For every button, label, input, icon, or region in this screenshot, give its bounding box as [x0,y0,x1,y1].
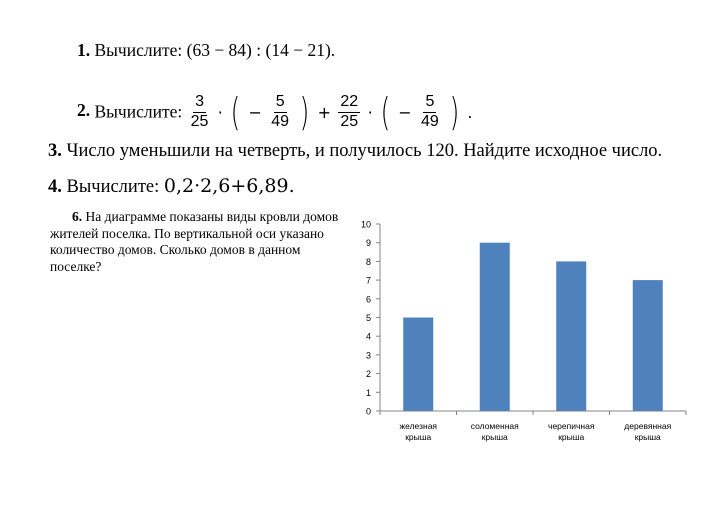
plus-sign: + [317,102,332,122]
fraction-4 [419,93,441,131]
multiply-dot: · [217,102,223,122]
bar [556,261,586,411]
y-tick-label: 8 [365,256,371,267]
x-tick-label: железная [399,421,438,431]
minus-sign: − [248,102,262,122]
task-2-number: 2. [77,100,91,121]
x-tick-label: соломенная [470,421,519,431]
fraction-2 [269,93,291,131]
fraction-3 [338,93,360,131]
task-4-number: 4. [48,177,62,197]
y-tick-label: 1 [365,387,371,398]
task-4-expression: 0,2·2,6+6,89 [163,175,289,197]
task-2 [77,90,474,134]
task-4-label: Вычислите: [66,177,160,197]
fraction-4-denominator: 49 [421,112,439,130]
left-paren: ( [380,90,391,134]
fraction-3-denominator: 25 [340,112,359,130]
bar [480,243,510,411]
task-6 [50,209,340,275]
fraction-3-numerator: 22 [338,93,360,112]
task-1 [77,40,335,61]
task-3-text: Число уменьшили на четверть, и получилось 120. Найдите исходное число. [66,141,663,161]
end-period: . [467,102,473,122]
task-1-number: 1. [77,40,91,60]
fraction-1-numerator: 3 [193,93,206,112]
y-tick-label: 0 [365,406,371,417]
fraction-1 [189,93,211,131]
fraction-2-numerator: 5 [274,93,287,112]
bar [633,280,663,411]
task-6-text: На диаграмме показаны виды кровли домов жителей поселка. По вертикальной оси указано количество домов. Сколько домов в данном поселке? [50,209,339,274]
x-tick-label: крыша [405,432,432,442]
y-tick-label: 7 [365,275,371,286]
task-1-text: Вычислите: (63 − 84) : (14 − 21). [94,40,336,60]
right-paren: ) [449,90,460,134]
task-3-number: 3. [48,141,62,161]
task-3 [48,141,662,162]
x-tick-label: деревянная [624,421,672,431]
y-tick-label: 5 [365,313,371,323]
task-4 [48,175,295,198]
y-tick-label: 6 [365,294,371,305]
x-tick-label: черепичная [548,421,595,431]
x-tick-label: крыша [481,432,508,442]
y-tick-label: 10 [360,219,371,230]
fraction-4-numerator: 5 [423,93,436,112]
task-6-number: 6. [72,209,83,224]
roof-types-bar-chart [350,212,706,454]
y-tick-label: 9 [365,238,371,249]
bar [403,318,433,412]
y-tick-label: 2 [365,369,371,380]
task-4-period: . [288,175,295,197]
multiply-dot: · [367,102,373,122]
task-2-label: Вычислите: [94,101,183,122]
minus-sign: − [398,102,412,122]
fraction-1-denominator: 25 [190,112,209,130]
x-tick-label: крыша [634,432,661,442]
fraction-2-denominator: 49 [271,112,290,130]
x-tick-label: крыша [558,432,585,442]
left-paren: ( [230,90,241,134]
right-paren: ) [300,90,310,134]
y-tick-label: 3 [365,350,371,361]
y-tick-label: 4 [365,331,371,342]
